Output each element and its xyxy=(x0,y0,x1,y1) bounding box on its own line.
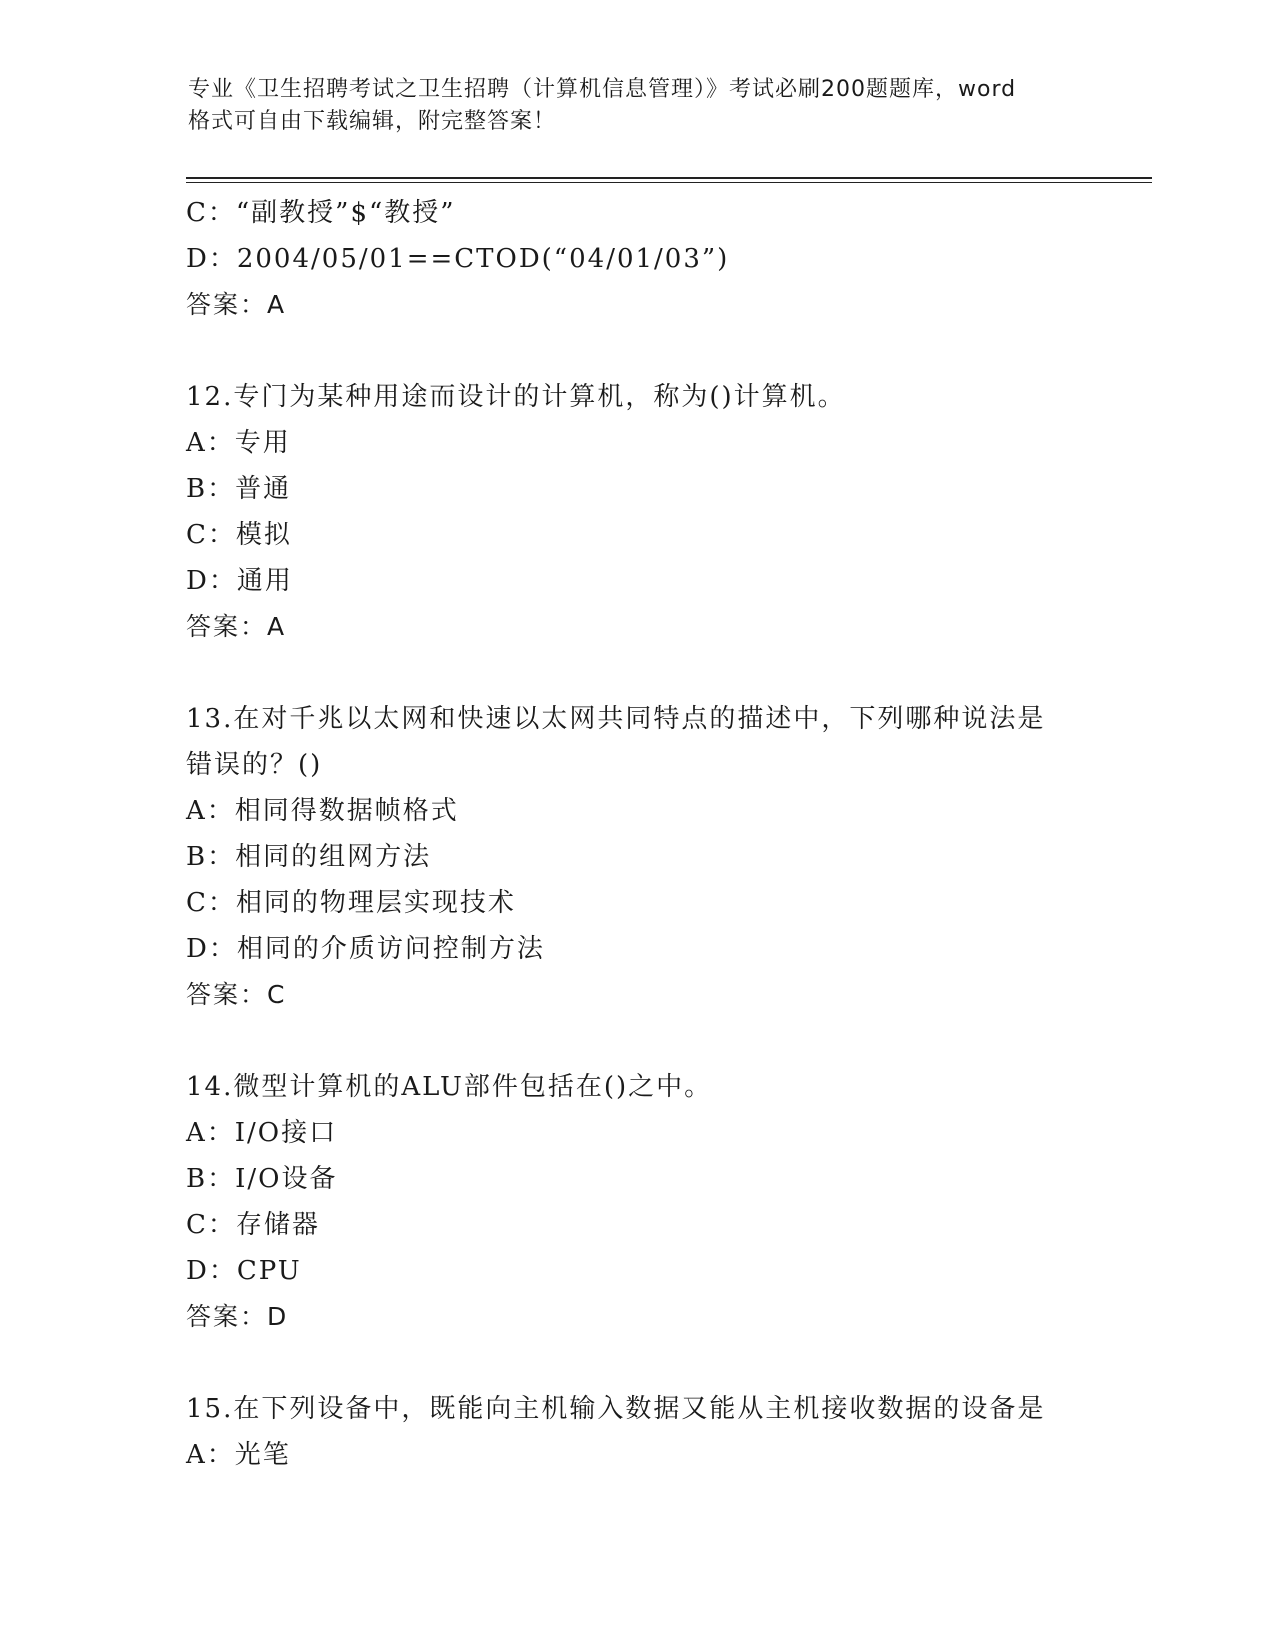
answer-line: 答案：A xyxy=(186,612,287,641)
question-list xyxy=(186,190,1186,1478)
option-d: D：2004/05/01==CTOD(“04/01/03”) xyxy=(186,244,730,274)
question-stem: 13.在对千兆以太网和快速以太网共同特点的描述中，下列哪种说法是 xyxy=(186,704,1046,734)
option-b: B：相同的组网方法 xyxy=(186,842,432,872)
previous-question-tail xyxy=(186,190,1186,328)
question-13 xyxy=(186,696,1186,1018)
header-divider-thin xyxy=(186,182,1152,183)
option-c: C：模拟 xyxy=(186,520,292,550)
option-a: A：I/O接口 xyxy=(186,1118,338,1148)
option-a: A：光笔 xyxy=(186,1440,291,1470)
header-line-2: 格式可自由下载编辑，附完整答案！ xyxy=(188,109,557,134)
question-stem: 14.微型计算机的ALU部件包括在()之中。 xyxy=(186,1072,713,1102)
option-a: A：相同得数据帧格式 xyxy=(186,796,459,826)
option-c: C：存储器 xyxy=(186,1210,320,1240)
question-14 xyxy=(186,1064,1186,1340)
document-header xyxy=(188,74,1108,138)
question-12 xyxy=(186,374,1186,650)
question-15 xyxy=(186,1386,1186,1478)
option-d: D：通用 xyxy=(186,566,293,596)
option-b: B：I/O设备 xyxy=(186,1164,338,1194)
answer-line: 答案：C xyxy=(186,980,287,1009)
header-line-1: 专业《卫生招聘考试之卫生招聘（计算机信息管理）》考试必刷200题题库，word xyxy=(188,77,1017,102)
question-stem: 15.在下列设备中，既能向主机输入数据又能从主机接收数据的设备是 xyxy=(186,1394,1046,1424)
question-stem-continued: 错误的？() xyxy=(186,750,323,780)
answer-line: 答案：D xyxy=(186,1302,289,1331)
option-d: D：CPU xyxy=(186,1256,302,1286)
header-divider-thick xyxy=(186,177,1152,179)
option-b: B：普通 xyxy=(186,474,292,504)
answer-line: 答案：A xyxy=(186,290,287,319)
option-d: D：相同的介质访问控制方法 xyxy=(186,934,545,964)
option-c: C：“副教授”$“教授” xyxy=(186,198,456,228)
option-a: A：专用 xyxy=(186,428,291,458)
question-stem: 12.专门为某种用途而设计的计算机，称为()计算机。 xyxy=(186,382,846,412)
option-c: C：相同的物理层实现技术 xyxy=(186,888,516,918)
